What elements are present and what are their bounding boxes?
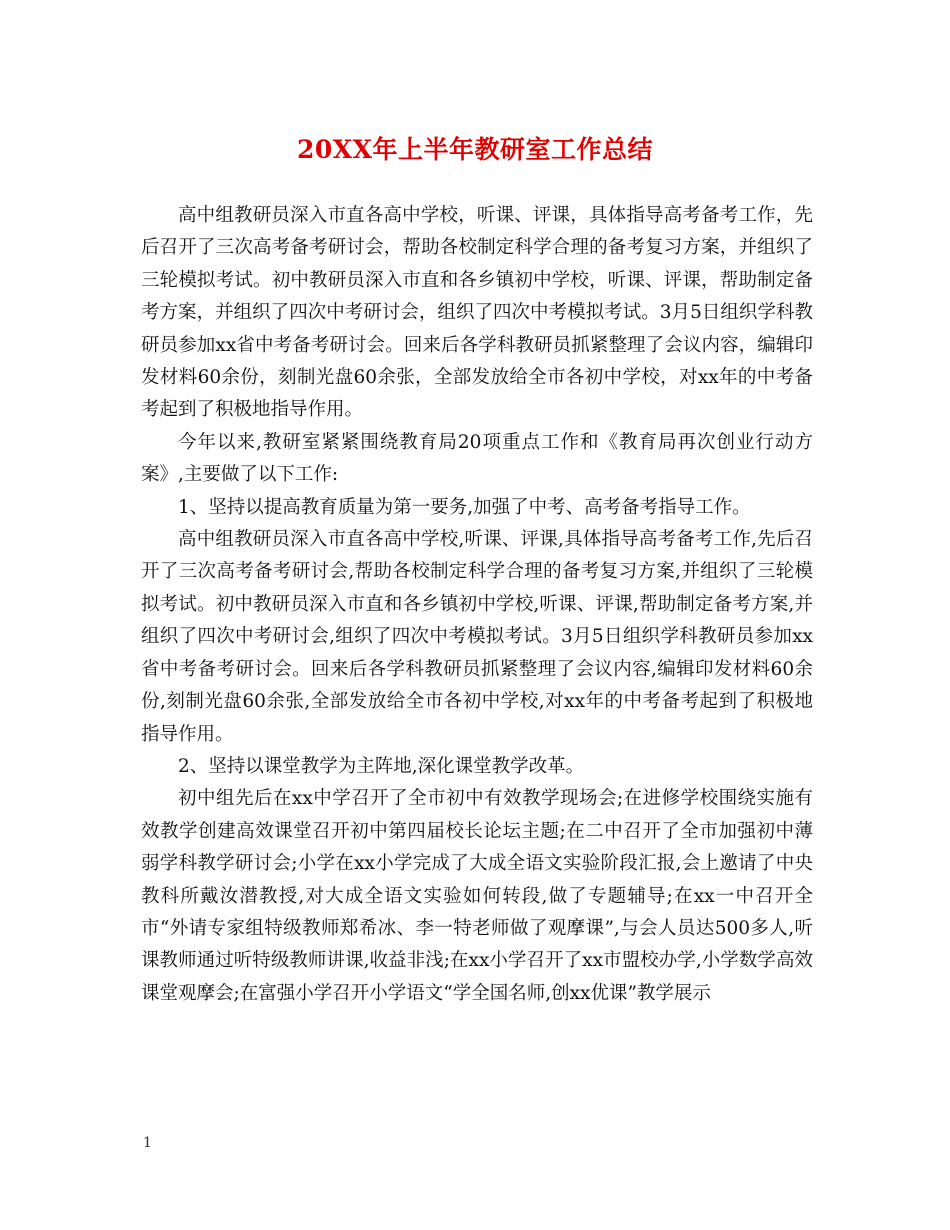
paragraph: 今年以来,教研室紧紧围绕教育局20项重点工作和《教育局再次创业行动方案》,主要做了以下工作: — [141, 431, 813, 486]
page-number: 1 — [143, 1135, 152, 1151]
paragraph: 高中组教研员深入市直各高中学校，听课、评课，具体指导高考备考工作，先后召开了三次高考备考研讨会，帮助各校制定科学合理的备考复习方案，并组织了三轮模拟考试。初中教研员深入市直和各乡镇初中学校，听课、评课，帮助制定备考方案，并组织了四次中考研讨会，组织了四次中考模拟考试。3月5日组织学科教研员参加xx省中考备考研讨会。回来后各学科教研员抓紧整理了会议内容，编辑印发材料60余份，刻制光盘60余张，全部发放给全市各初中学校，对xx年的中考备考起到了积极地指导作用。 — [141, 205, 813, 421]
document-title: 20XX年上半年教研室工作总结 — [296, 135, 654, 164]
document-body — [141, 200, 813, 1010]
paragraph: 高中组教研员深入市直各高中学校,听课、评课,具体指导高考备考工作,先后召开了三次高考备考研讨会,帮助各校制定科学合理的备考复习方案,并组织了三轮模拟考试。初中教研员深入市直和各乡镇初中学校,听课、评课,帮助制定备考方案,并组织了四次中考研讨会,组织了四次中考模拟考试。3月5日组织学科教研员参加xx省中考备考研讨会。回来后各学科教研员抓紧整理了会议内容,编辑印发材料60余份,刻制光盘60余张,全部发放给全市各初中学校,对xx年的中考备考起到了积极地指导作用。 — [141, 529, 813, 745]
paragraph: 2、坚持以课堂教学为主阵地,深化课堂教学改革。 — [178, 755, 585, 777]
paragraph: 初中组先后在xx中学召开了全市初中有效教学现场会;在进修学校围绕实施有效教学创建高效课堂召开初中第四届校长论坛主题;在二中召开了全市加强初中薄弱学科教学研讨会;小学在xx小学完成了大成全语文实验阶段汇报,会上邀请了中央教科所戴汝潜教授,对大成全语文实验如何转段,做了专题辅导;在xx一中召开全市“外请专家组特级教师郑希冰、李一特老师做了观摩课”,与会人员达500多人,听课教师通过听特级教师讲课,收益非浅;在xx小学召开了xx市盟校办学,小学数学高效课堂观摩会;在富强小学召开小学语文“学全国名师,创xx优课”教学展示 — [141, 788, 813, 1004]
paragraph: 1、坚持以提高教育质量为第一要务,加强了中考、高考备考指导工作。 — [178, 496, 751, 518]
